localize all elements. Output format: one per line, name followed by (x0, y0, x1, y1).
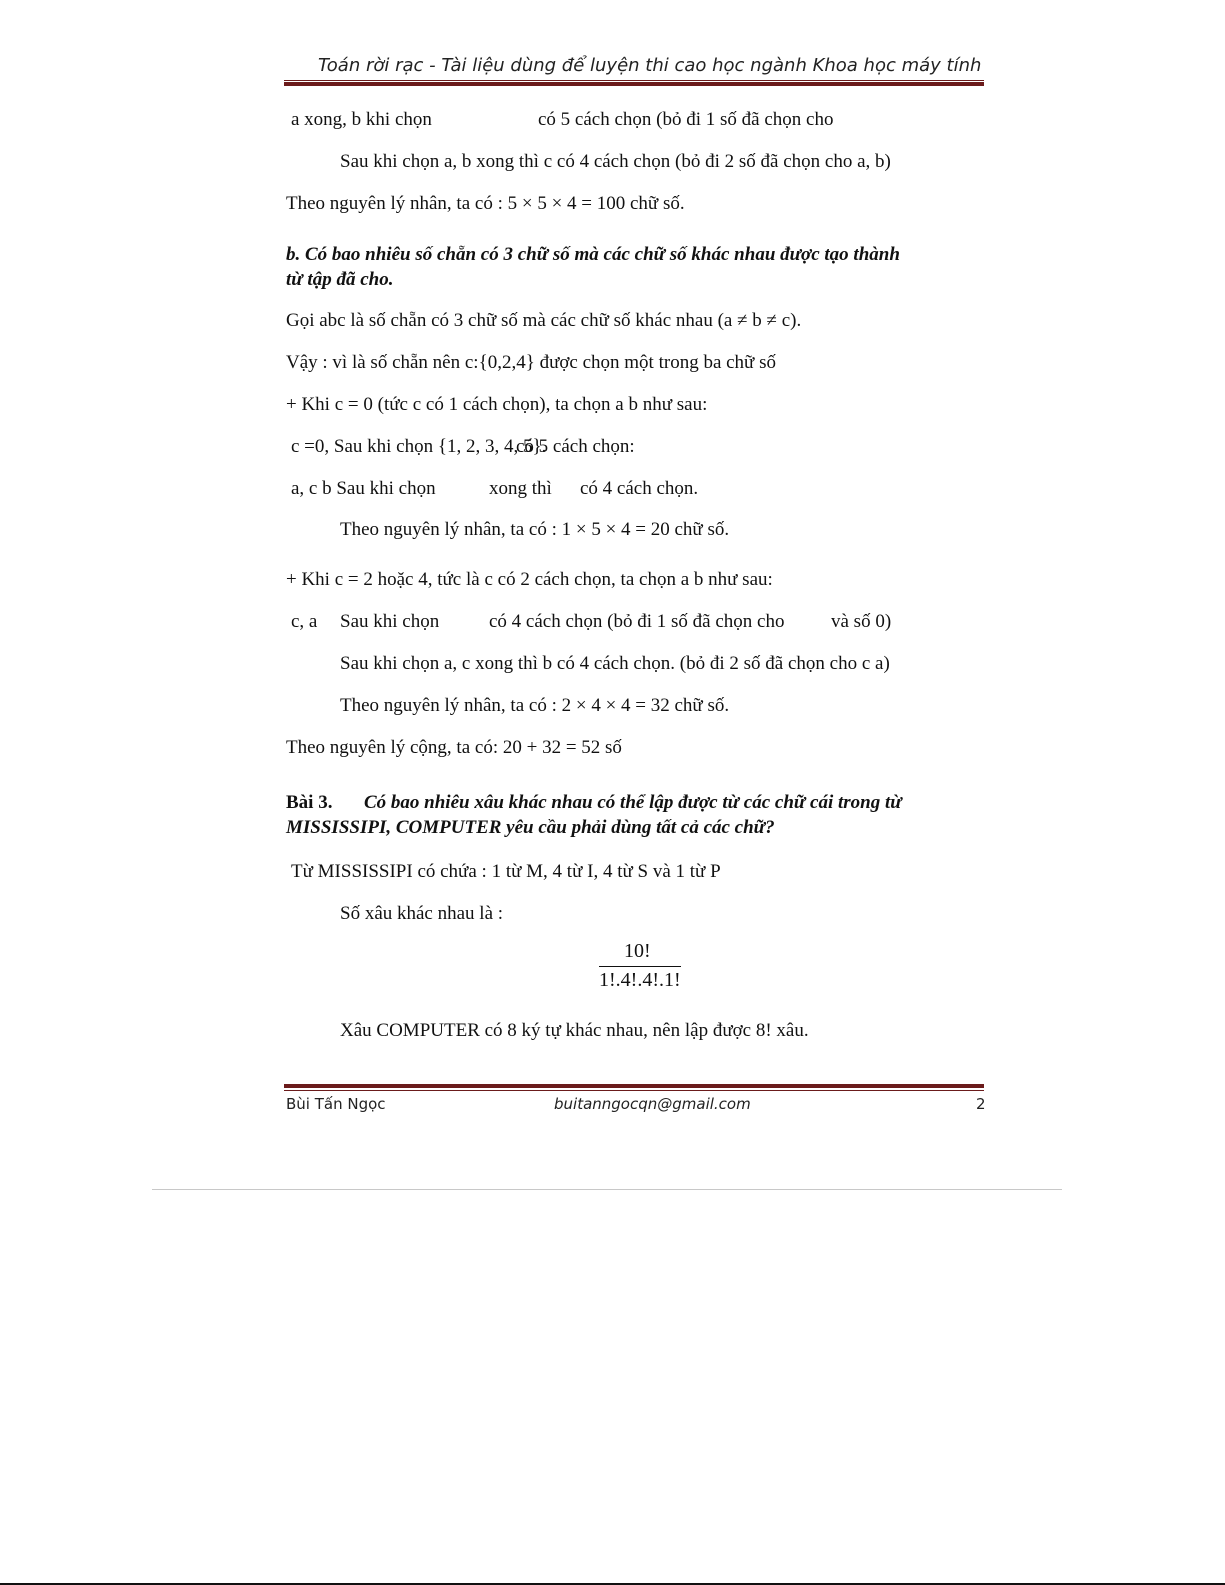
text-line: Theo nguyên lý nhân, ta có : 1 × 5 × 4 = 20 chữ số. (340, 519, 730, 540)
text-line: Sau khi chọn (340, 611, 440, 632)
page-separator (152, 1189, 1062, 1190)
text-line: + Khi c = 2 hoặc 4, tức là c có 2 cách chọn, ta chọn a b như sau: (286, 569, 773, 590)
text-line: a, c b Sau khi chọn (291, 478, 436, 499)
text-line: Gọi abc là số chẵn có 3 chữ số mà các chữ số khác nhau (a ≠ b ≠ c). (286, 310, 802, 331)
footer-rule-thick (284, 1084, 984, 1088)
text-line: Xâu COMPUTER có 8 ký tự khác nhau, nên lập được 8! xâu. (340, 1020, 809, 1041)
text-line: + Khi c = 0 (tức c có 1 cách chọn), ta chọn a b như sau: (286, 394, 708, 415)
footer-page-number: 2 (976, 1095, 986, 1113)
text-line: có 4 cách chọn. (580, 478, 699, 499)
footer-author: Bùi Tấn Ngọc (286, 1095, 386, 1113)
text-line: có 4 cách chọn (bỏ đi 1 số đã chọn cho (489, 611, 785, 632)
footer-rule-thin (284, 1090, 984, 1091)
text-line: có 5 cách chọn: (516, 436, 635, 457)
text-line: Sau khi chọn a, c xong thì b có 4 cách chọn. (bỏ đi 2 số đã chọn cho c a) (340, 653, 890, 674)
text-line: Theo nguyên lý nhân, ta có : 5 × 5 × 4 = 100 chữ số. (286, 193, 685, 214)
text-line: Theo nguyên lý nhân, ta có : 2 × 4 × 4 = 32 chữ số. (340, 695, 730, 716)
text-line: Từ MISSISSIPI có chứa : 1 từ M, 4 từ I, 4 từ S và 1 từ P (291, 861, 721, 882)
header-rule-thin (284, 80, 984, 81)
text-line: a xong, b khi chọn (291, 109, 432, 130)
text-line: c =0, Sau khi chọn {1, 2, 3, 4, 5}. (291, 436, 547, 457)
text-line: Số xâu khác nhau là : (340, 903, 504, 924)
question-b-line1: b. Có bao nhiêu số chẵn có 3 chữ số mà các chữ số khác nhau được tạo thành (286, 244, 900, 265)
text-line: xong thì (489, 478, 552, 499)
fraction-bar (599, 966, 681, 967)
text-line: Vậy : vì là số chẵn nên c:{0,2,4} được chọn một trong ba chữ số (286, 352, 777, 373)
text-line: c, a (291, 611, 318, 632)
question-b-line2: từ tập đã cho. (286, 269, 394, 290)
footer-email: buitanngocqn@gmail.com (554, 1095, 751, 1113)
text-line: và số 0) (831, 611, 892, 632)
fraction-denominator: 1!.4!.4!.1! (599, 969, 681, 991)
header-rule-thick (284, 82, 984, 86)
text-line: Theo nguyên lý cộng, ta có: 20 + 32 = 52 số (286, 737, 622, 758)
page-header-title: Toán rời rạc - Tài liệu dùng để luyện thi cao học ngành Khoa học máy tính (318, 55, 982, 76)
exercise-3-label: Bài 3. (286, 792, 333, 813)
text-line: có 5 cách chọn (bỏ đi 1 số đã chọn cho (538, 109, 834, 130)
exercise-3-question-line1: Có bao nhiêu xâu khác nhau có thể lập được từ các chữ cái trong từ (364, 792, 902, 813)
exercise-3-question-line2: MISSISSIPI, COMPUTER yêu cầu phải dùng tất cả các chữ? (286, 817, 775, 838)
text-line: Sau khi chọn a, b xong thì c có 4 cách chọn (bỏ đi 2 số đã chọn cho a, b) (340, 151, 891, 172)
fraction-numerator: 10! (624, 940, 651, 962)
